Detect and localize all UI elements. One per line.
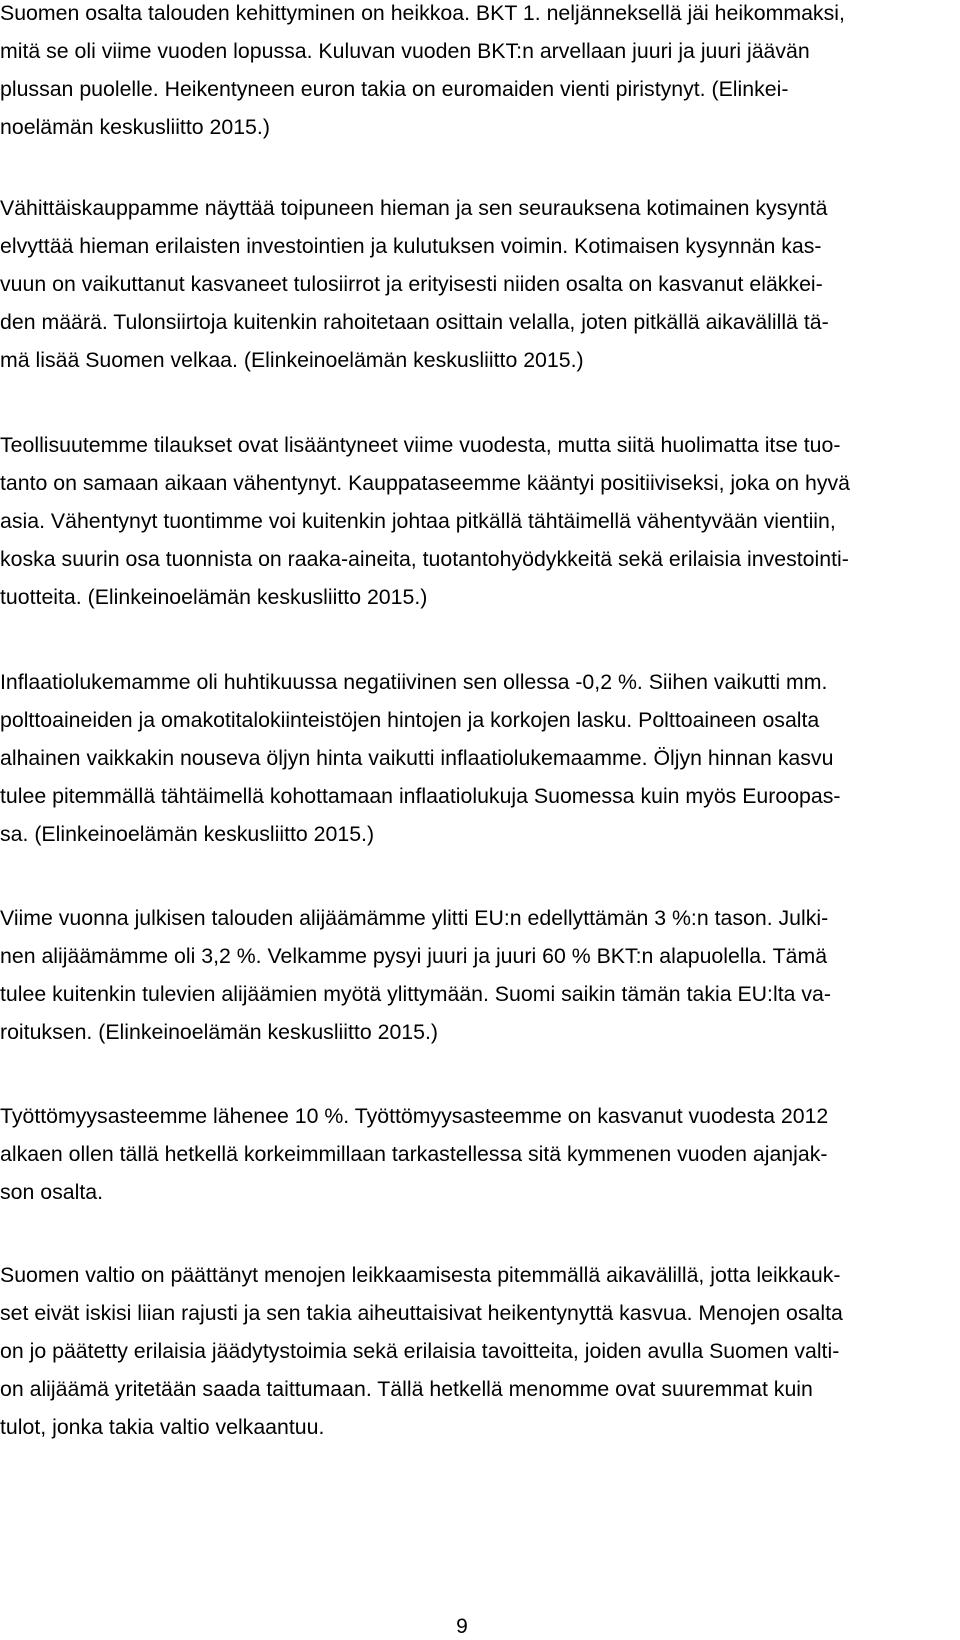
text-line: roituksen. (Elinkeinoelämän keskusliitto 2015.) [0,1020,438,1044]
text-line: vuun on vaikuttanut kasvaneet tulosiirrot ja erityisesti niiden osalta on kasvanut eläkkei- [0,272,823,296]
text-line: sa. (Elinkeinoelämän keskusliitto 2015.) [0,822,375,846]
text-line: alhainen vaikkakin nouseva öljyn hinta vaikutti inflaatiolukemaamme. Öljyn hinnan kasvu [0,746,834,770]
page-number: 9 [456,1615,468,1638]
text-line: asia. Vähentynyt tuontimme voi kuitenkin johtaa pitkällä tähtäimellä vähentyvään vientiin, [0,509,836,533]
text-line: mitä se oli viime vuoden lopussa. Kuluvan vuoden BKT:n arvellaan juuri ja juuri jäävän [0,39,810,63]
text-line: den määrä. Tulonsiirtoja kuitenkin rahoitetaan osittain velalla, joten pitkällä aikavälillä tä- [0,310,829,334]
text-line: tulee kuitenkin tulevien alijäämien myötä ylittymään. Suomi saikin tämän takia EU:lta va- [0,982,831,1006]
text-line: tulot, jonka takia valtio velkaantuu. [0,1415,325,1439]
text-line: alkaen ollen tällä hetkellä korkeimmillaan tarkastellessa sitä kymmenen vuoden ajanjak- [0,1142,828,1166]
text-line: Työttömyysasteemme lähenee 10 %. Työttömyysasteemme on kasvanut vuodesta 2012 [0,1104,829,1128]
text-line: Suomen valtio on päättänyt menojen leikkaamisesta pitemmällä aikavälillä, jotta leikkauk- [0,1263,841,1287]
text-line: on alijäämä yritetään saada taittumaan. Tällä hetkellä menomme ovat suuremmat kuin [0,1377,813,1401]
text-line: plussan puolelle. Heikentyneen euron takia on euromaiden vienti piristynyt. (Elinkei- [0,77,789,101]
text-line: set eivät iskisi liian rajusti ja sen takia aiheuttaisivat heikentynyttä kasvua. Menojen osalta [0,1301,843,1325]
text-line: Suomen osalta talouden kehittyminen on heikkoa. BKT 1. neljänneksellä jäi heikommaksi, [0,1,845,25]
text-line: polttoaineiden ja omakotitalokiinteistöjen hintojen ja korkojen lasku. Polttoaineen osalta [0,708,820,732]
text-line: tulee pitemmällä tähtäimellä kohottamaan inflaatiolukuja Suomessa kuin myös Euroopas- [0,784,841,808]
text-line: Vähittäiskauppamme näyttää toipuneen hieman ja sen seurauksena kotimainen kysyntä [0,196,828,220]
text-line: son osalta. [0,1180,104,1204]
text-line: koska suurin osa tuonnista on raaka-aineita, tuotantohyödykkeitä sekä erilaisia investointi- [0,547,849,571]
text-line: tanto on samaan aikaan vähentynyt. Kauppataseemme kääntyi positiiviseksi, joka on hyvä [0,471,851,495]
text-line: Viime vuonna julkisen talouden alijäämämme ylitti EU:n edellyttämän 3 %:n tason. Julki- [0,906,829,930]
text-line: Inflaatiolukemamme oli huhtikuussa negatiivinen sen ollessa -0,2 %. Siihen vaikutti mm. [0,670,828,694]
text-line: noelämän keskusliitto 2015.) [0,115,270,139]
text-line: mä lisää Suomen velkaa. (Elinkeinoelämän keskusliitto 2015.) [0,348,584,372]
text-line: on jo päätetty erilaisia jäädytystoimia sekä erilaisia tavoitteita, joiden avulla Suomen valti- [0,1339,840,1363]
text-line: elvyttää hieman erilaisten investointien ja kulutuksen voimin. Kotimaisen kysynnän kas- [0,234,822,258]
text-line: Teollisuutemme tilaukset ovat lisääntyneet viime vuodesta, mutta siitä huolimatta itse tuo- [0,433,841,457]
text-line: nen alijäämämme oli 3,2 %. Velkamme pysyi juuri ja juuri 60 % BKT:n alapuolella. Tämä [0,944,828,968]
text-line: tuotteita. (Elinkeinoelämän keskusliitto 2015.) [0,585,428,609]
